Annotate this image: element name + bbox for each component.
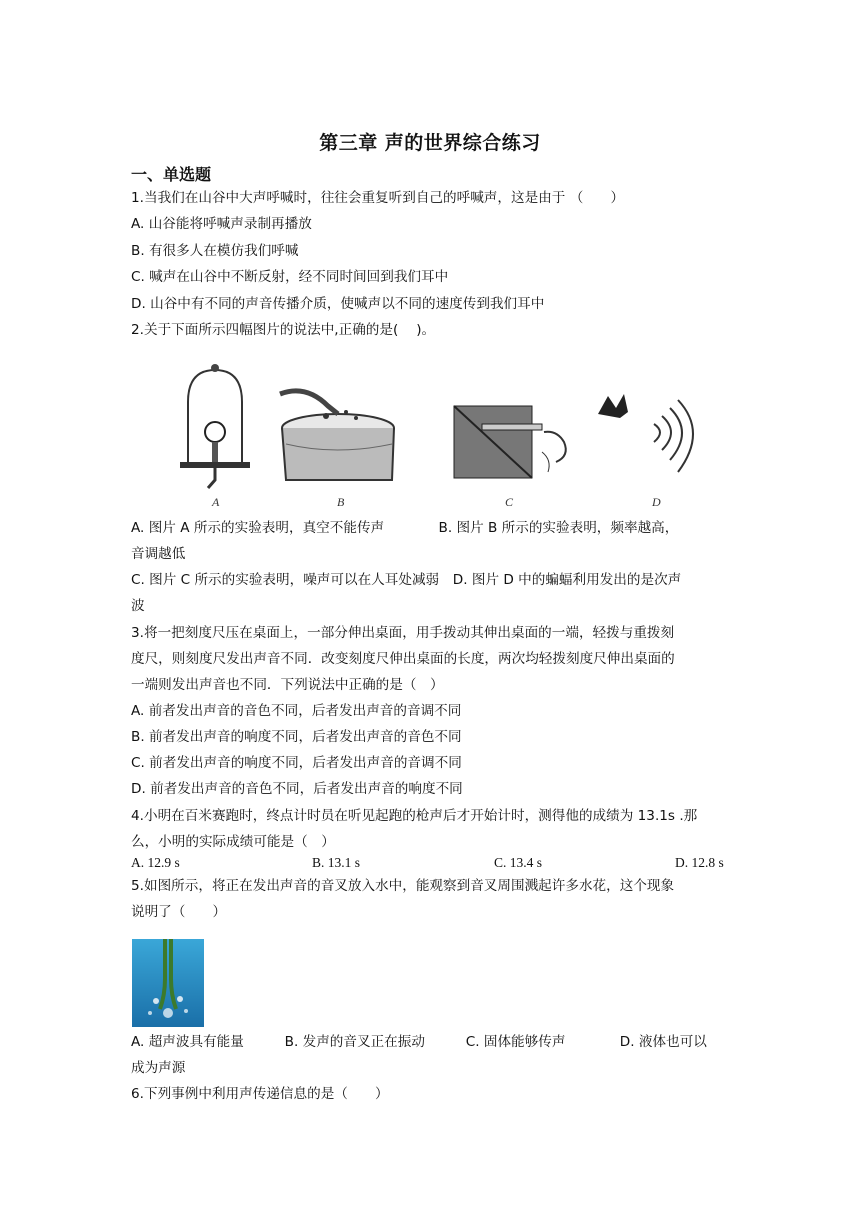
q4-option-a[interactable]: A. 12.9 s [131,855,180,870]
q1-option-a[interactable]: A. 山谷能将呼喊声录制再播放 [131,216,312,232]
figure-label-c: C [505,495,514,509]
section-heading: 一、单选题 [131,165,212,184]
bat-image [594,384,704,484]
q4-stem-line-2: 么，小明的实际成绩可能是（ ） [131,834,335,850]
q4-option-c[interactable]: C. 13.4 s [494,855,543,870]
q3-stem-line-1: 3.将一把刻度尺压在桌面上，一部分伸出桌面，用手拨动其伸出桌面的一端，轻拨与重拨刻 [131,625,675,641]
figure-label-a: A [212,495,220,509]
q2-stem: 2.关于下面所示四幅图片的说法中,正确的是( )。 [131,322,436,338]
q3-stem-line-3: 一端则发出声音也不同．下列说法中正确的是（ ） [131,677,444,693]
drum-image [276,384,396,484]
q1-option-d[interactable]: D. 山谷中有不同的声音传播介质，使喊声以不同的速度传到我们耳中 [131,296,545,312]
q4-option-d[interactable]: D. 12.8 s [675,855,724,870]
q5-stem-line-1: 5.如图所示，将正在发出声音的音叉放入水中，能观察到音叉周围溅起许多水花，这个现象 [131,878,675,894]
q3-stem-line-2: 度尺，则刻度尺发出声音不同．改变刻度尺伸出桌面的长度，两次均轻拨刻度尺伸出桌面的 [131,651,675,667]
ruler-image [452,402,577,482]
q1-option-b[interactable]: B. 有很多人在模仿我们呼喊 [131,243,299,259]
q1-option-c[interactable]: C. 喊声在山谷中不断反射，经不同时间回到我们耳中 [131,269,449,285]
q2-options-line-1[interactable]: A. 图片 A 所示的实验表明，真空不能传声 B. 图片 B 所示的实验表明，频率越高， [131,520,679,536]
q3-option-a[interactable]: A. 前者发出声音的音色不同，后者发出声音的音调不同 [131,703,462,719]
q3-option-c[interactable]: C. 前者发出声音的响度不同，后者发出声音的音调不同 [131,755,462,771]
bell-jar-image [170,362,260,492]
q1-stem: 1.当我们在山谷中大声呼喊时，往往会重复听到自己的呼喊声，这是由于 （ ） [131,190,625,206]
q3-option-d[interactable]: D. 前者发出声音的音色不同，后者发出声音的响度不同 [131,781,463,797]
q2-options-line-2: 音调越低 [131,546,186,562]
page-title: 第三章 声的世界综合练习 [319,132,541,154]
q3-option-b[interactable]: B. 前者发出声音的响度不同，后者发出声音的音色不同 [131,729,462,745]
q6-stem: 6.下列事例中利用声传递信息的是（ ） [131,1086,389,1102]
q5-options-line-1[interactable]: A. 超声波具有能量 B. 发声的音叉正在振动 C. 固体能够传声 D. 液体也可以 [131,1034,707,1050]
q2-options-line-3[interactable]: C. 图片 C 所示的实验表明，噪声可以在人耳处减弱 D. 图片 D 中的蝙蝠利用发出的是次声 [131,572,682,588]
q4-stem-line-1: 4.小明在百米赛跑时，终点计时员在听见起跑的枪声后才开始计时，测得他的成绩为 13.1s .那 [131,808,698,824]
q2-options-line-4: 波 [131,598,145,614]
tuning-fork-water-image [132,939,204,1027]
figure-label-d: D [652,495,661,509]
figure-label-b: B [337,495,345,509]
q4-option-b[interactable]: B. 13.1 s [312,855,361,870]
q5-options-line-2: 成为声源 [131,1060,186,1076]
q5-stem-line-2: 说明了（ ） [131,904,227,920]
